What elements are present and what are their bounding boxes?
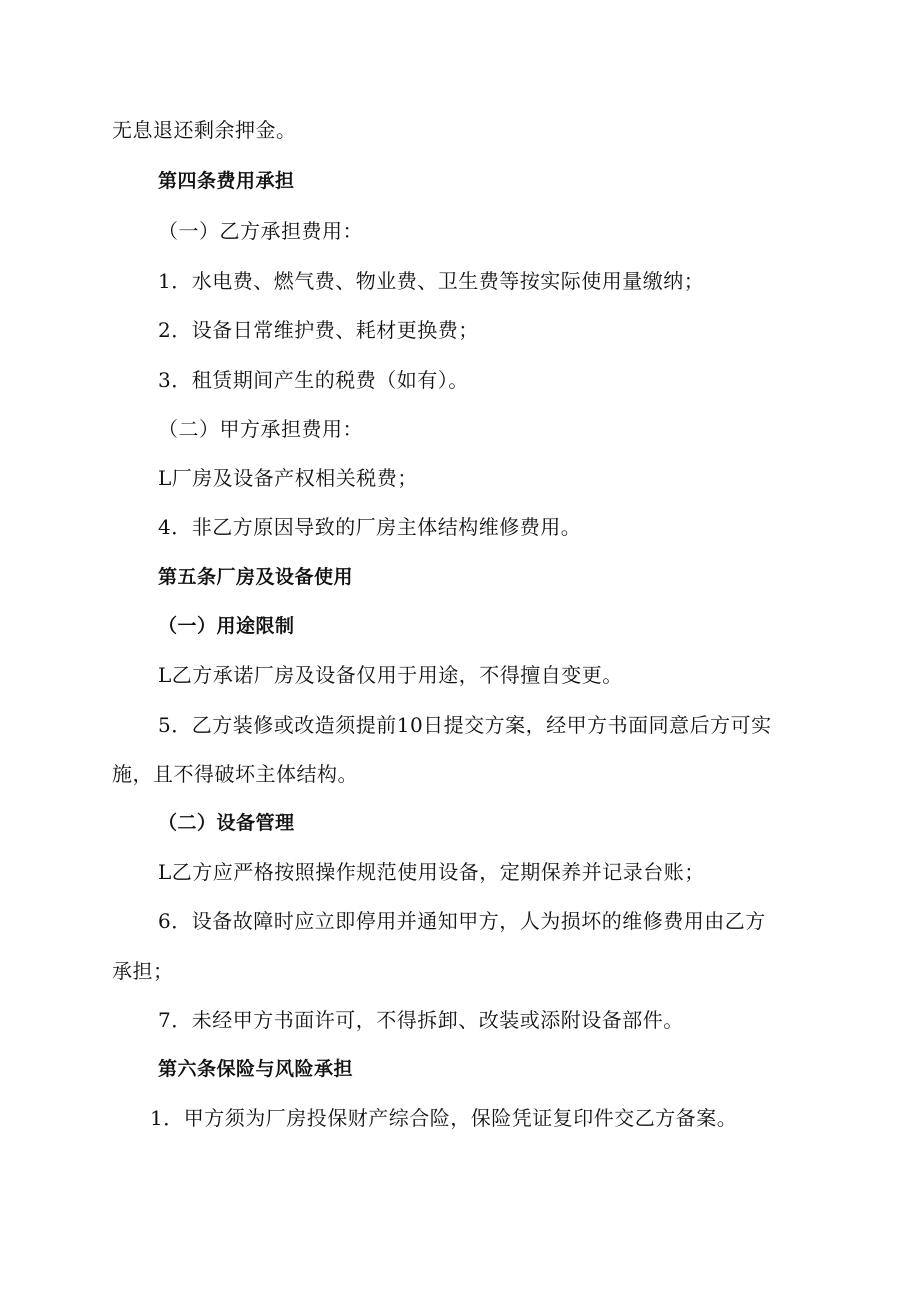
subheading-equipment-management: （二）设备管理 (158, 812, 295, 834)
list-item: 7．未经甲方书面许可，不得拆卸、改装或添附设备部件。 (158, 1008, 684, 1032)
list-item: L乙方应严格按照操作规范使用设备，定期保养并记录台账； (158, 860, 705, 884)
list-item: 1．甲方须为厂房投保财产综合险，保险凭证复印件交乙方备案。 (150, 1106, 738, 1130)
list-item: 2．设备日常维护费、耗材更换费； (158, 318, 479, 342)
heading-article-6: 第六条保险与风险承担 (158, 1058, 354, 1080)
subheading-landlord-costs: （二）甲方承担费用： (158, 417, 363, 441)
list-item-continuation: 施，且不得破坏主体结构。 (112, 762, 358, 786)
list-item: 6．设备故障时应立即停用并通知甲方，人为损坏的维修费用由乙方 (158, 909, 766, 933)
list-item: 3．租赁期间产生的税费（如有）。 (158, 368, 469, 392)
list-item: L乙方承诺厂房及设备仅用于用途，不得擅自变更。 (158, 663, 623, 687)
list-item: 1．水电费、燃气费、物业费、卫生费等按实际使用量缴纳； (158, 269, 705, 293)
subheading-tenant-costs: （一）乙方承担费用： (158, 219, 363, 243)
paragraph-deposit-end: 无息退还剩余押金。 (112, 118, 297, 142)
list-item: L厂房及设备产权相关税费； (158, 466, 418, 490)
list-item: 4．非乙方原因导致的厂房主体结构维修费用。 (158, 515, 582, 539)
list-item-continuation: 承担； (112, 959, 174, 983)
list-item: 5．乙方装修或改造须提前10日提交方案，经甲方书面同意后方可实 (158, 713, 772, 737)
subheading-usage-restriction: （一）用途限制 (158, 615, 295, 637)
heading-article-5: 第五条厂房及设备使用 (158, 566, 354, 588)
heading-article-4: 第四条费用承担 (158, 170, 295, 192)
